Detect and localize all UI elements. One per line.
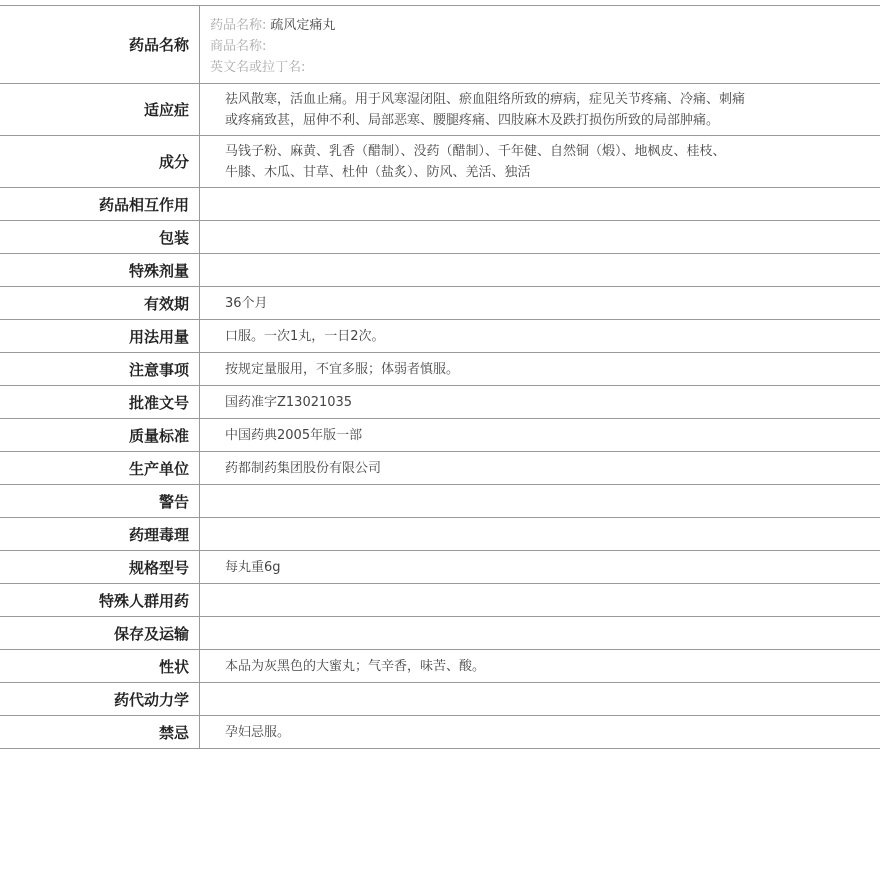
english-name-label: 英文名或拉丁名:	[210, 60, 306, 75]
row-quality-standard	[0, 419, 880, 452]
label-contraindications: 禁忌	[0, 716, 200, 748]
value-pharmacology	[200, 518, 880, 550]
generic-name-value: 疏风定痛丸	[270, 18, 336, 33]
value-quality-standard: 中国药典2005年版一部	[225, 427, 363, 443]
label-appearance: 性状	[0, 650, 200, 682]
value-pharmacokinetics	[200, 683, 880, 715]
value-drug-name	[200, 6, 880, 83]
label-usage: 用法用量	[0, 320, 200, 352]
value-manufacturer: 药都制药集团股份有限公司	[225, 460, 382, 476]
indications-line-2: 或疼痛致甚，屈伸不利、局部恶寒、腰腿疼痛、四肢麻木及跌打损伤所致的局部肿痛。	[225, 112, 720, 128]
label-quality-standard: 质量标准	[0, 419, 200, 451]
indications-line-1: 祛风散寒，活血止痛。用于风寒湿闭阻、瘀血阻络所致的痹病，症见关节疼痛、冷痛、刺痛	[225, 91, 746, 107]
row-appearance	[0, 650, 880, 683]
row-storage	[0, 617, 880, 650]
label-manufacturer: 生产单位	[0, 452, 200, 484]
row-special-dosage	[0, 254, 880, 287]
row-pharmacology	[0, 518, 880, 551]
label-specification: 规格型号	[0, 551, 200, 583]
label-special-dosage: 特殊剂量	[0, 254, 200, 286]
value-indications	[200, 84, 880, 135]
value-contraindications: 孕妇忌服。	[225, 724, 291, 740]
value-specification: 每丸重6g	[225, 559, 281, 575]
value-appearance: 本品为灰黑色的大蜜丸；气辛香，味苦、酸。	[225, 658, 486, 674]
label-precautions: 注意事项	[0, 353, 200, 385]
value-usage: 口服。一次1丸，一日2次。	[225, 328, 385, 344]
label-pharmacokinetics: 药代动力学	[0, 683, 200, 715]
generic-name-line	[210, 15, 860, 36]
value-ingredients	[200, 136, 880, 187]
row-shelf-life	[0, 287, 880, 320]
label-indications: 适应症	[0, 84, 200, 135]
label-warning: 警告	[0, 485, 200, 517]
value-interactions	[200, 188, 880, 220]
label-pharmacology: 药理毒理	[0, 518, 200, 550]
value-special-dosage	[200, 254, 880, 286]
value-special-populations	[200, 584, 880, 616]
ingredients-line-2: 牛膝、木瓜、甘草、杜仲（盐炙）、防风、羌活、独活	[225, 164, 531, 180]
label-ingredients: 成分	[0, 136, 200, 187]
row-contraindications	[0, 716, 880, 749]
value-shelf-life: 36个月	[225, 295, 268, 311]
value-precautions: 按规定量服用，不宜多服；体弱者慎服。	[225, 361, 460, 377]
row-ingredients	[0, 136, 880, 188]
row-interactions	[0, 188, 880, 221]
label-shelf-life: 有效期	[0, 287, 200, 319]
label-packaging: 包装	[0, 221, 200, 253]
row-packaging	[0, 221, 880, 254]
label-interactions: 药品相互作用	[0, 188, 200, 220]
trade-name-label: 商品名称:	[210, 39, 267, 54]
label-drug-name: 药品名称	[0, 6, 200, 83]
value-storage	[200, 617, 880, 649]
row-warning	[0, 485, 880, 518]
value-warning	[200, 485, 880, 517]
trade-name-line	[210, 36, 860, 57]
row-usage	[0, 320, 880, 353]
row-special-populations	[0, 584, 880, 617]
label-special-populations: 特殊人群用药	[0, 584, 200, 616]
ingredients-line-1: 马钱子粉、麻黄、乳香（醋制）、没药（醋制）、千年健、自然铜（煅）、地枫皮、桂枝、	[225, 143, 726, 159]
row-precautions	[0, 353, 880, 386]
value-packaging	[200, 221, 880, 253]
row-indications	[0, 84, 880, 136]
row-approval-number	[0, 386, 880, 419]
label-approval-number: 批准文号	[0, 386, 200, 418]
row-manufacturer	[0, 452, 880, 485]
row-pharmacokinetics	[0, 683, 880, 716]
label-storage: 保存及运输	[0, 617, 200, 649]
drug-info-table	[0, 5, 880, 749]
row-drug-name	[0, 6, 880, 84]
generic-name-label: 药品名称:	[210, 18, 267, 33]
value-approval-number: 国药准字Z13021035	[225, 394, 353, 410]
english-name-line	[210, 57, 860, 78]
row-specification	[0, 551, 880, 584]
